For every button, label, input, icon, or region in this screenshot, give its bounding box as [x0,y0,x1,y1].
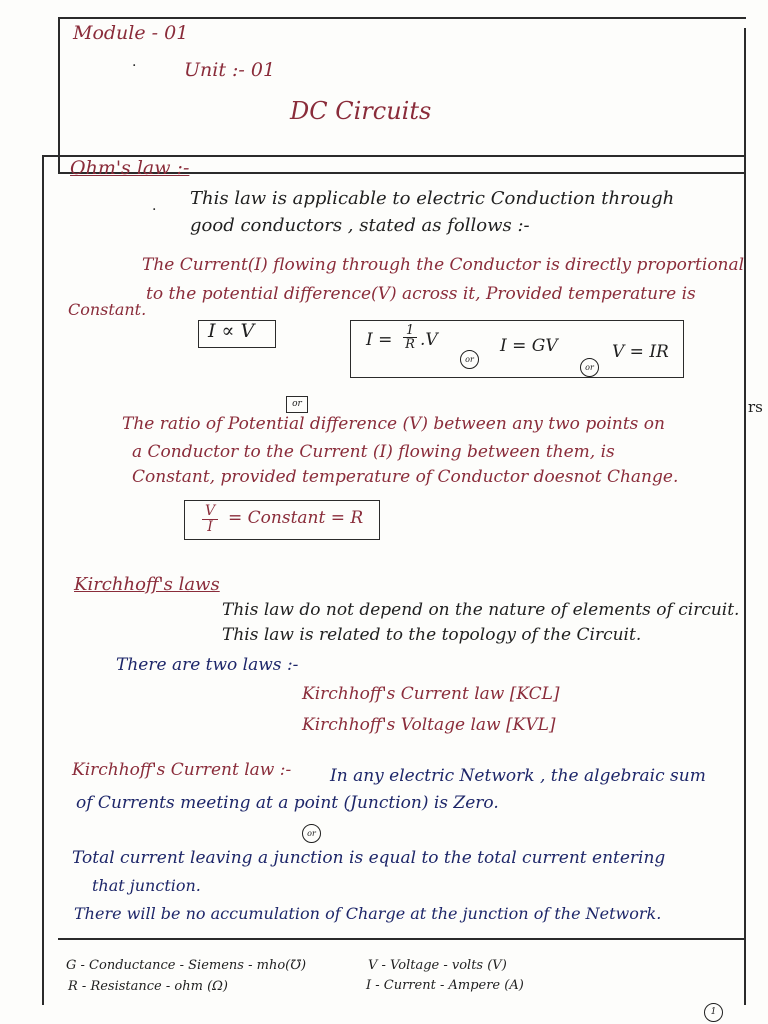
kcl-label: Kirchhoff's Current law :- [72,760,292,780]
ohms-intro-line-2: good conductors , stated as follows :- [190,215,530,236]
or-box: or [286,396,308,413]
ohms-statement-line-2: to the potential difference(V) across it, Provided temperature is [146,284,696,304]
ohms-intro-line-1: This law is applicable to electric Conduction through [190,188,675,209]
bullet-dot: · [152,202,157,218]
formula-numerator: 1 [403,324,417,338]
page-title: DC Circuits [290,97,432,125]
formula-denominator: R [405,337,415,352]
two-laws-line: There are two laws :- [116,655,299,675]
formula-vir: V = IR [612,342,669,362]
kvl-item: Kirchhoff's Voltage law [KVL] [302,715,556,735]
ohms-ratio-line-2: a Conductor to the Current (I) flowing between them, is [132,442,615,462]
accumulation-line: There will be no accumulation of Charge at the junction of the Network. [74,904,662,923]
header-right-rule [744,28,746,174]
legend-voltage: V - Voltage - volts (V) [368,958,507,973]
ratio-numerator: V [202,504,218,520]
kirchhoff-heading: Kirchhoff's laws [74,574,220,595]
ohms-statement-line-1: The Current(I) flowing through the Conductor is directly proportional [142,255,745,275]
formula-igv: I = GV [500,336,558,356]
or-circle: or [580,358,599,377]
header-left-rule [58,17,60,174]
legend-conductance: G - Conductance - Siemens - mho(℧) [66,958,307,973]
legend-current: I - Current - Ampere (A) [366,978,524,993]
header-top-rule [58,17,746,19]
unit-label: Unit :- 01 [184,59,276,81]
margin-note: rs [748,398,763,416]
page-number: 1 [704,1003,723,1022]
module-label: Module - 01 [73,22,189,44]
main-right-rule [744,155,746,1005]
kcl-definition-line-1: In any electric Network , the algebraic sum [330,766,706,786]
ohms-ratio-line-3: Constant, provided temperature of Conductor doesnot Change. [132,467,679,487]
kcl-definition-line-2: of Currents meeting at a point (Junction) is Zero. [76,793,499,813]
legend-resistance: R - Resistance - ohm (Ω) [68,979,228,994]
ohms-ratio-line-1: The ratio of Potential difference (V) between any two points on [122,414,665,434]
or-circle: or [460,350,479,369]
ratio-fraction [202,504,218,535]
main-left-rule [42,155,44,1005]
bullet-dot: · [132,58,137,74]
proportionality-formula: I ∝ V [208,320,255,342]
formula-tail: .V [420,330,438,350]
ratio-denominator: I [207,519,213,535]
formula-fraction [403,324,417,351]
kirchhoff-line-2: This law is related to the topology of the Circuit. [222,625,642,645]
kcl-item: Kirchhoff's Current law [KCL] [302,684,560,704]
ohms-statement-line-3: Constant. [68,300,147,319]
kirchhoff-line-1: This law do not depend on the nature of elements of circuit. [222,600,740,620]
footer-top-rule [58,938,744,940]
total-current-line-2: that junction. [92,876,201,895]
total-current-line-1: Total current leaving a junction is equal to the total current entering [72,848,666,868]
ratio-constant: = Constant = R [228,508,364,528]
formula-i-lhs: I = [366,330,393,350]
ohms-law-heading: Ohm's law :- [70,157,190,179]
or-circle: or [302,824,321,843]
